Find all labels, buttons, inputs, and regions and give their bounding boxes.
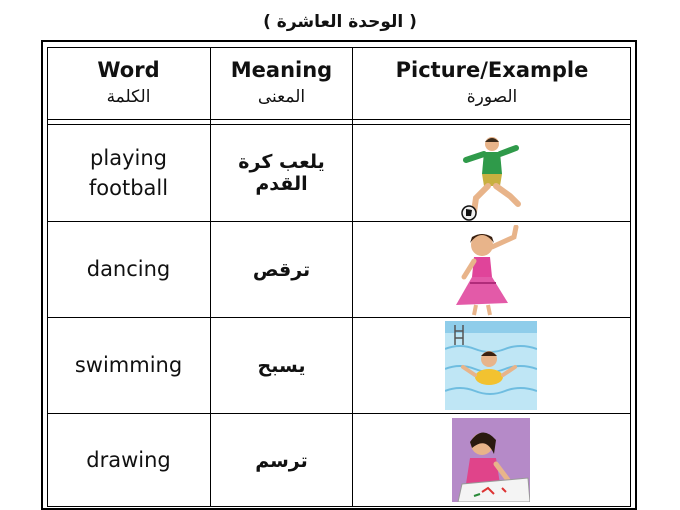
header-word-en: Word	[97, 58, 160, 83]
meaning-text: يلعب كرة القدم	[238, 151, 325, 195]
word-text: football	[88, 176, 169, 200]
word-text: drawing	[86, 448, 171, 473]
header-meaning	[211, 47, 352, 119]
girl-dancing-icon	[456, 225, 528, 317]
table-row-meaning	[211, 414, 352, 507]
header-word-ar: الكلمة	[106, 86, 151, 107]
table-row-meaning	[211, 125, 352, 221]
header-meaning-en: Meaning	[230, 58, 333, 83]
meaning-text: يسبح	[257, 354, 306, 377]
table-row-meaning	[211, 318, 352, 413]
boy-kicking-football-icon	[458, 134, 524, 222]
header-word	[47, 47, 210, 119]
table-row-word	[47, 318, 210, 413]
unit-title: ( الوحدة العاشرة )	[263, 12, 417, 32]
header-meaning-ar: المعنى	[257, 86, 306, 107]
header-picture-en: Picture/Example	[395, 58, 589, 83]
header-picture	[353, 47, 631, 119]
child-swimming-icon	[445, 321, 537, 410]
meaning-text: ترسم	[255, 449, 308, 472]
header-picture-ar: الصورة	[466, 86, 518, 107]
girl-drawing-icon	[452, 418, 530, 502]
table-row-meaning	[211, 222, 352, 317]
table-row-word	[47, 414, 210, 507]
word-text: dancing	[86, 257, 171, 282]
word-text: playing	[90, 145, 167, 170]
table-row-word	[47, 222, 210, 317]
meaning-text: ترقص	[252, 258, 311, 281]
word-text: swimming	[74, 353, 183, 378]
table-row-word	[47, 125, 210, 221]
